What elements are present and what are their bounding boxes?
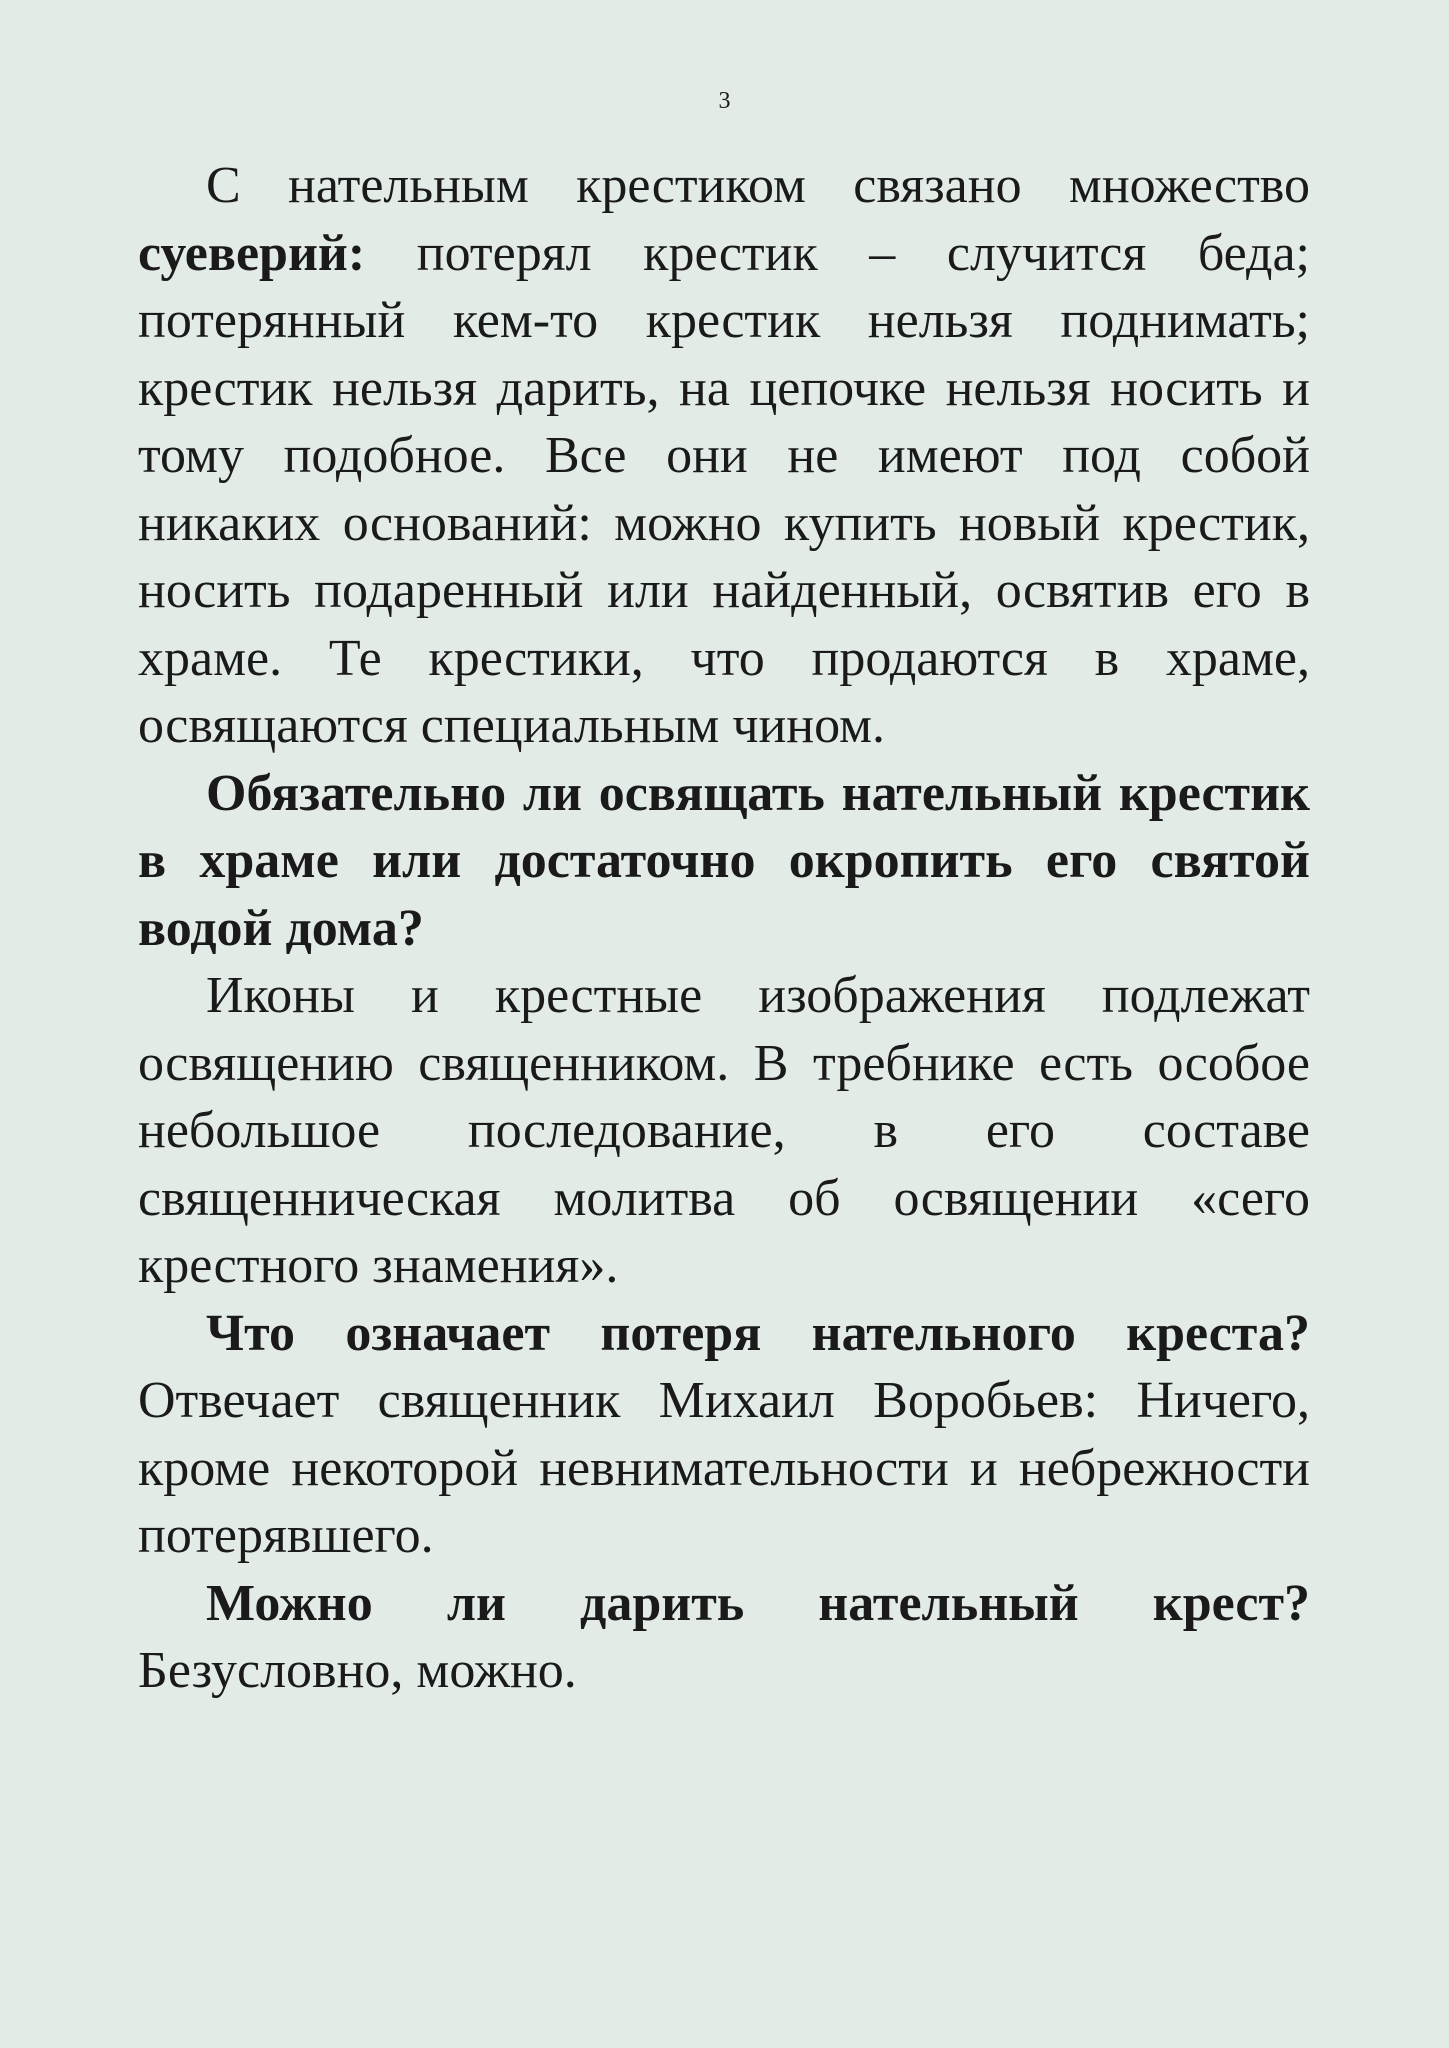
paragraph-text: Иконы и крестные изображения подлежат освящению священником. В требнике есть особое небольшое последование, в его составе священническая молитва об освящении «сего крестного знамения». bbox=[138, 967, 1310, 1294]
body-text bbox=[138, 152, 1310, 1705]
bold-term: суеверий: bbox=[138, 224, 366, 282]
answer-text: Безусловно, можно. bbox=[138, 1642, 577, 1699]
paragraph-text: С нательным крестиком связано множество bbox=[206, 157, 1310, 214]
question-gift bbox=[138, 1570, 1310, 1705]
paragraph-superstitions bbox=[138, 152, 1310, 760]
question-text: Можно ли дарить нательный крест? bbox=[206, 1574, 1310, 1632]
page-number: 3 bbox=[718, 88, 731, 114]
paragraph-text: потерял крестик – случится беда; потерянный кем-то крестик нельзя поднимать; крестик нельзя дарить, на цепочке нельзя носить и тому подобное. Все они не имеют под собой никаких оснований: можно купить новый крестик, носить подаренный или найденный, освятив его в храме. Те крестики, что продаются в храме, освящаются специальным чином. bbox=[138, 224, 1310, 754]
question-text: Обязательно ли освящать нательный крестик в храме или достаточно окропить его святой водой дома? bbox=[138, 764, 1310, 957]
question-loss bbox=[138, 1300, 1310, 1570]
answer-consecration bbox=[138, 962, 1310, 1300]
question-consecration bbox=[138, 760, 1310, 963]
answer-text: Отвечает священник Михаил Воробьев: Ничего, кроме некоторой невнимательности и небрежности потерявшего. bbox=[138, 1372, 1310, 1564]
question-text: Что означает потеря нательного креста? bbox=[206, 1304, 1310, 1362]
